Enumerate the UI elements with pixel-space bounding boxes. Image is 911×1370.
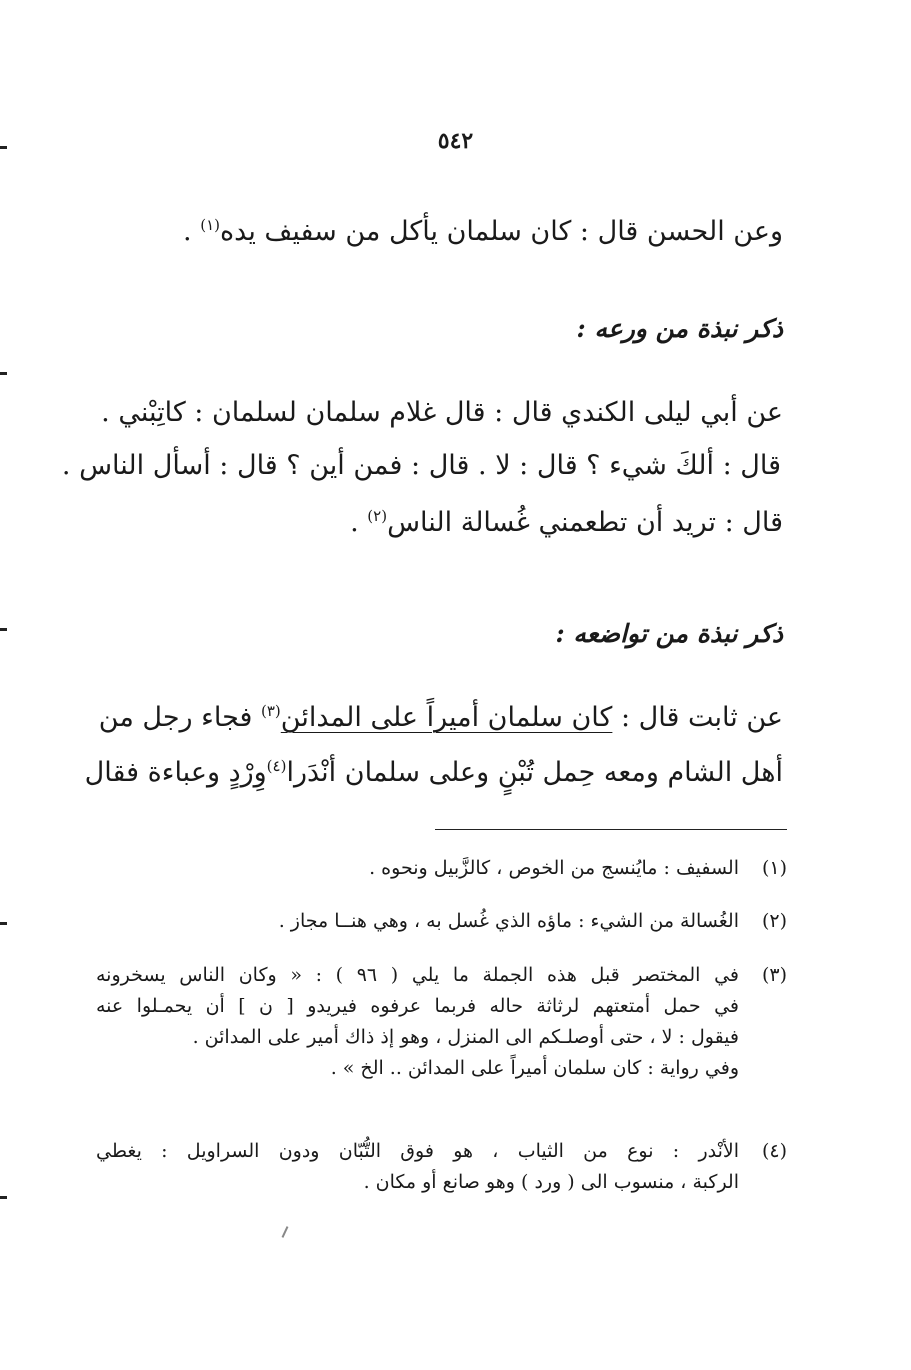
page-number: ٥٤٢	[437, 128, 474, 154]
footnote-text: الأنْدر : نوع من الثياب ، هو فوق التُّبّان ودون السراويل : يغطي	[96, 1140, 739, 1162]
margin-mark	[0, 372, 7, 375]
line-text: أهل الشام ومعه حِمل تُبْنٍ وعلى سلمان أنْدَرا	[286, 757, 783, 788]
underlined-text: كان سلمان أميراً على المدائن	[280, 702, 613, 733]
footnote-1	[96, 853, 787, 884]
line-text: قال : تريد أن تطعمني غُسالة الناس	[387, 507, 783, 538]
footnote-2	[96, 906, 787, 937]
margin-mark	[0, 1196, 7, 1199]
line-end: .	[350, 507, 368, 538]
section-heading-tawadu: ذكر نبذة من تواضعه :	[555, 619, 783, 648]
line-text: عن ثابت قال :	[612, 702, 783, 733]
line-text: وعن الحسن قال : كان سلمان يأكل من سفيف يده	[220, 216, 783, 247]
footnote-text: الغُسالة من الشيء : ماؤه الذي غُسل به ، وهي هنــا مجاز .	[278, 910, 739, 932]
footnote-text: فيقول : لا ، حتى أوصلـكم الى المنزل ، وهو إذ ذاك أمير على المدائن .	[192, 1026, 739, 1048]
footnote-number: (١)	[761, 857, 787, 879]
footnote-text: في المختصر قبل هذه الجملة ما يلي ( ٩٦ ) : « وكان الناس يسخرونه	[96, 964, 739, 986]
paragraph-line-5	[100, 698, 783, 738]
footnote-4	[96, 1136, 787, 1198]
line-end: فجاء رجل من	[98, 702, 261, 733]
paragraph-line-1	[100, 212, 783, 252]
margin-mark	[0, 922, 7, 925]
footnote-ref: (٢)	[367, 507, 388, 525]
margin-mark	[0, 146, 7, 149]
footnote-text: الركبة ، منسوب الى ( ورد ) وهو صانع أو مكان .	[363, 1171, 739, 1193]
paragraph-line-6	[84, 753, 783, 793]
footnote-number: (٣)	[761, 964, 787, 986]
footnote-text: في حمل أمتعتهم لرثاثة حاله فربما عرفوه فيريدو [ ن ] أن يحمـلوا عنه	[96, 995, 739, 1017]
footnote-ref: (١)	[200, 216, 220, 234]
footnote-ref: (٤)	[266, 757, 287, 775]
footnote-separator	[435, 829, 787, 830]
footnote-ref: (٣)	[261, 702, 281, 720]
footnote-text: وفي رواية : كان سلمان أميراً على المدائن .. الخ » .	[330, 1057, 739, 1079]
footnote-3	[96, 960, 787, 1084]
margin-mark	[0, 628, 7, 631]
paragraph-line-2: عن أبي ليلى الكندي قال : قال غلام سلمان لسلمان : كاتِبْني .	[101, 397, 783, 428]
line-end: .	[183, 216, 201, 247]
footnote-number: (٤)	[761, 1140, 787, 1162]
paragraph-line-3: قال : ألكَ شيء ؟ قال : لا . قال : فمن أين ؟ قال : أسأل الناس .	[61, 450, 781, 481]
line-end: وِرْدٍ وعباءة فقال	[84, 757, 267, 788]
section-heading-wara: ذكر نبذة من ورعه :	[576, 314, 783, 343]
footnote-text: السفيف : مايُنسج من الخوص ، كالزَّبيل ونحوه .	[369, 857, 739, 879]
paragraph-line-4	[100, 503, 783, 543]
footnote-number: (٢)	[761, 910, 787, 932]
